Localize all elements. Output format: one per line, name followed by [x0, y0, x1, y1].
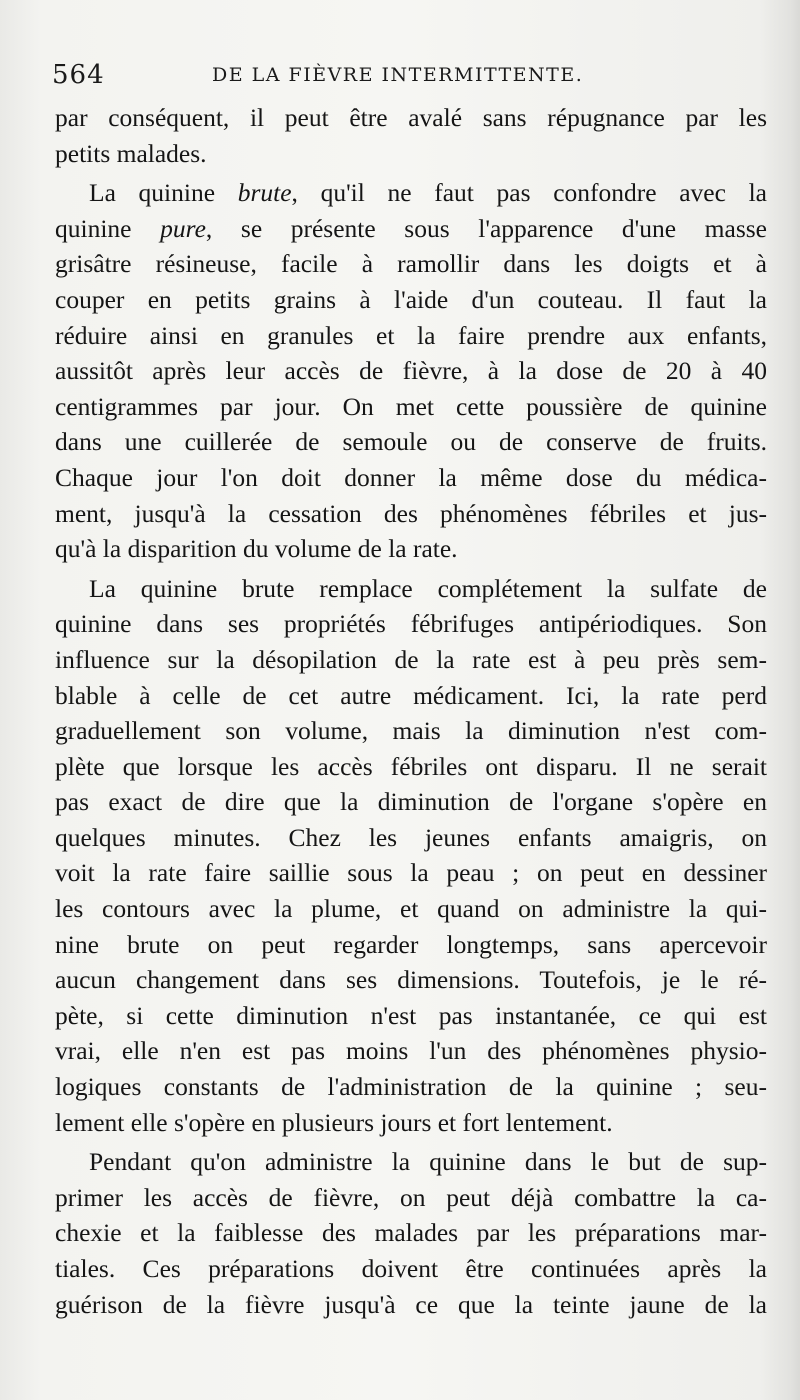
text-line: ment, jusqu'à la cessation des phénomènes fébriles et jus- [55, 498, 767, 528]
text-line: La quinine brute remplace complétement la sulfate de [89, 573, 767, 603]
text-line: primer les accès de fièvre, on peut déjà combattre la ca- [55, 1182, 767, 1212]
text-line: Chaque jour l'on doit donner la même dose du médica- [55, 462, 767, 492]
text-line: les contours avec la plume, et quand on administre la qui- [55, 894, 767, 924]
running-title: DE LA FIÈVRE INTERMITTENTE. [212, 64, 584, 86]
text-line: couper en petits grains à l'aide d'un couteau. Il faut la [55, 284, 767, 314]
text-line: voit la rate faire saillie sous la peau ; on peut en dessiner [55, 858, 767, 888]
text-line: influence sur la désopilation de la rate est à peu près sem- [55, 644, 767, 674]
paragraph-3 [55, 571, 767, 1141]
text-line: logiques constants de l'administration de la quinine ; seu- [55, 1072, 767, 1102]
running-head [52, 60, 772, 90]
text-line: Pendant qu'on administre la quinine dans le but de sup- [89, 1147, 767, 1177]
text-line: tiales. Ces préparations doivent être continuées après la [55, 1254, 767, 1283]
text-line: pas exact de dire que la diminution de l'organe s'opère en [55, 787, 767, 817]
text-line: aucun changement dans ses dimensions. Toutefois, je le ré- [55, 965, 767, 995]
text-line: réduire ainsi en granules et la faire prendre aux enfants, [55, 320, 767, 350]
text-line: aussitôt après leur accès de fièvre, à la dose de 20 à 40 [55, 356, 767, 386]
text-line: lement elle s'opère en plusieurs jours et fort lentement. [55, 1107, 613, 1137]
text-line: quelques minutes. Chez les jeunes enfants amaigris, on [55, 822, 767, 852]
text-line: dans une cuillerée de semoule ou de conserve de fruits. [55, 427, 767, 457]
paragraph-1 [55, 100, 767, 171]
text-line: guérison de la fièvre jusqu'à ce que la teinte jaune de la [55, 1289, 767, 1319]
text-line: graduellement son volume, mais la diminution n'est com- [55, 716, 767, 746]
paragraph-4 [55, 1144, 767, 1322]
page-number: 564 [52, 60, 105, 90]
text-line: par conséquent, il peut être avalé sans répugnance par les [55, 103, 767, 132]
text-line: qu'à la disparition du volume de la rate. [55, 534, 458, 564]
text-line: pète, si cette diminution n'est pas instantanée, ce qui est [55, 1000, 767, 1030]
text-line: nine brute on peut regarder longtemps, sans apercevoir [55, 929, 767, 959]
text-line: vrai, elle n'en est pas moins l'un des phénomènes physio- [55, 1036, 767, 1066]
paragraph-2 [55, 175, 767, 567]
text-line: grisâtre résineuse, facile à ramollir dans les doigts et à [55, 249, 767, 279]
text-line: blable à celle de cet autre médicament. Ici, la rate perd [55, 680, 767, 710]
text-line: La quinine brute, qu'il ne faut pas confondre avec la [89, 178, 767, 208]
text-line: plète que lorsque les accès fébriles ont disparu. Il ne serait [55, 751, 767, 781]
text-line: quinine pure, se présente sous l'apparence d'une masse [55, 213, 767, 243]
text-line: centigrammes par jour. On met cette poussière de quinine [55, 391, 767, 421]
text-line: chexie et la faiblesse des malades par les préparations mar- [55, 1218, 767, 1248]
text-line: petits malades. [55, 138, 207, 168]
text-line: quinine dans ses propriétés fébrifuges antipériodiques. Son [55, 609, 767, 639]
body-text [55, 100, 767, 1322]
